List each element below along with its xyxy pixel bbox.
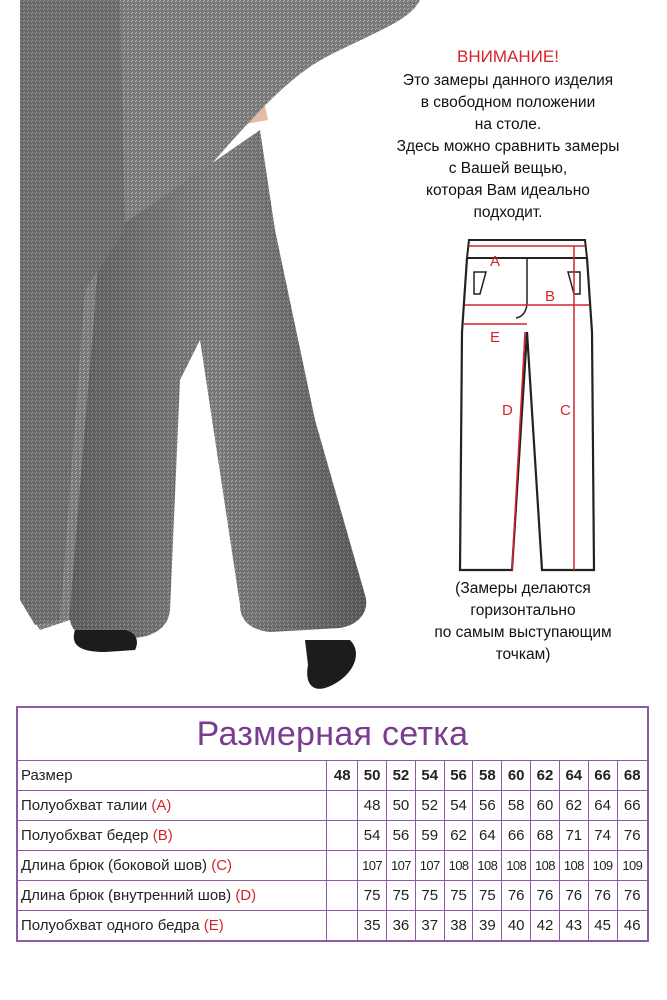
table-cell: 75 [415,881,444,911]
table-cell: 109 [588,851,617,881]
table-cell: 75 [387,881,416,911]
table-cell [327,881,358,911]
table-cell: 52 [415,791,444,821]
table-cell: 71 [559,821,588,851]
table-cell: 107 [387,851,416,881]
table-cell: 68 [531,821,560,851]
table-cell: 58 [502,791,531,821]
table-row [18,791,647,821]
table-cell: 38 [444,911,473,941]
table-cell: 46 [617,911,647,941]
size-header-label: Размер [18,761,327,791]
table-cell [327,791,358,821]
table-cell: 76 [588,881,617,911]
table-row [18,821,647,851]
diagram-label-a: A [490,253,501,270]
table-cell: 50 [387,791,416,821]
size-header-cell: 64 [559,761,588,791]
row-label-code: (C) [211,857,233,874]
measurement-notice [383,46,633,224]
notice-line: подходит. [473,204,543,221]
table-cell: 45 [588,911,617,941]
note-line: горизонтально [470,602,576,619]
row-label-text: Полуобхват одного бедра [21,917,204,934]
note-line: по самым выступающим [434,624,612,641]
trousers-measurement-diagram [452,232,602,572]
row-label-code: (A) [151,797,172,814]
size-header-cell: 68 [617,761,647,791]
notice-line: с Вашей вещью, [448,160,568,177]
table-cell: 48 [358,791,387,821]
size-header-cell: 52 [387,761,416,791]
diagram-label-e: E [490,329,501,346]
table-cell: 75 [358,881,387,911]
table-cell: 108 [473,851,502,881]
size-header-cell: 50 [358,761,387,791]
table-cell: 64 [588,791,617,821]
table-cell: 54 [444,791,473,821]
table-cell: 108 [559,851,588,881]
table-cell: 39 [473,911,502,941]
table-cell [327,911,358,941]
table-cell: 62 [444,821,473,851]
row-label-text: Полуобхват талии [21,797,152,814]
table-cell: 75 [473,881,502,911]
measurement-note [398,578,648,666]
table-cell: 56 [473,791,502,821]
table-cell: 56 [387,821,416,851]
row-label-code: (B) [152,827,173,844]
table-cell: 75 [444,881,473,911]
warning-title: ВНИМАНИЕ! [457,47,559,66]
table-cell: 36 [387,911,416,941]
table-cell: 54 [358,821,387,851]
size-chart-table [18,761,647,940]
table-cell: 107 [358,851,387,881]
size-header-cell: 48 [327,761,358,791]
row-label-code: (E) [203,917,224,934]
size-header-cell: 56 [444,761,473,791]
size-header-cell: 66 [588,761,617,791]
row-label [18,911,327,941]
table-cell: 76 [559,881,588,911]
table-cell: 35 [358,911,387,941]
table-cell [327,851,358,881]
row-label [18,851,327,881]
note-line: точкам) [495,646,551,663]
row-label-text: Длина брюк (боковой шов) [21,857,212,874]
notice-line: которая Вам идеально [426,182,590,199]
size-header-cell: 54 [415,761,444,791]
table-cell: 76 [502,881,531,911]
size-chart [16,706,649,942]
table-cell: 107 [415,851,444,881]
table-cell: 76 [617,881,647,911]
table-cell: 66 [617,791,647,821]
table-cell: 108 [531,851,560,881]
table-cell: 43 [559,911,588,941]
size-chart-title: Размерная сетка [18,708,647,761]
table-cell: 76 [617,821,647,851]
table-cell: 60 [531,791,560,821]
table-cell: 40 [502,911,531,941]
table-cell [327,821,358,851]
note-line: (Замеры делаются [455,580,591,597]
notice-line: в свободном положении [420,94,596,111]
table-cell: 37 [415,911,444,941]
table-row [18,881,647,911]
size-header-cell: 58 [473,761,502,791]
row-label [18,791,327,821]
left-shoe [74,630,137,652]
table-cell: 66 [502,821,531,851]
table-cell: 42 [531,911,560,941]
table-row [18,851,647,881]
product-photo [0,0,440,690]
table-row [18,911,647,941]
size-header-cell: 60 [502,761,531,791]
row-label [18,881,327,911]
size-header-cell: 62 [531,761,560,791]
notice-line: Это замеры данного изделия [402,72,614,89]
right-shoe [305,640,356,689]
row-label [18,821,327,851]
diagram-label-c: C [560,402,571,419]
notice-line: на столе. [474,116,542,133]
table-cell: 74 [588,821,617,851]
table-cell: 108 [502,851,531,881]
table-cell: 76 [531,881,560,911]
diagram-label-b: B [545,288,556,305]
table-cell: 62 [559,791,588,821]
row-label-code: (D) [235,887,257,904]
table-cell: 64 [473,821,502,851]
diagram-label-d: D [502,402,513,419]
table-cell: 59 [415,821,444,851]
table-cell: 109 [617,851,647,881]
row-label-text: Длина брюк (внутренний шов) [21,887,236,904]
notice-line: Здесь можно сравнить замеры [396,138,620,155]
measure-line-d [512,332,525,570]
size-header-row [18,761,647,791]
row-label-text: Полуобхват бедер [21,827,153,844]
table-cell: 108 [444,851,473,881]
